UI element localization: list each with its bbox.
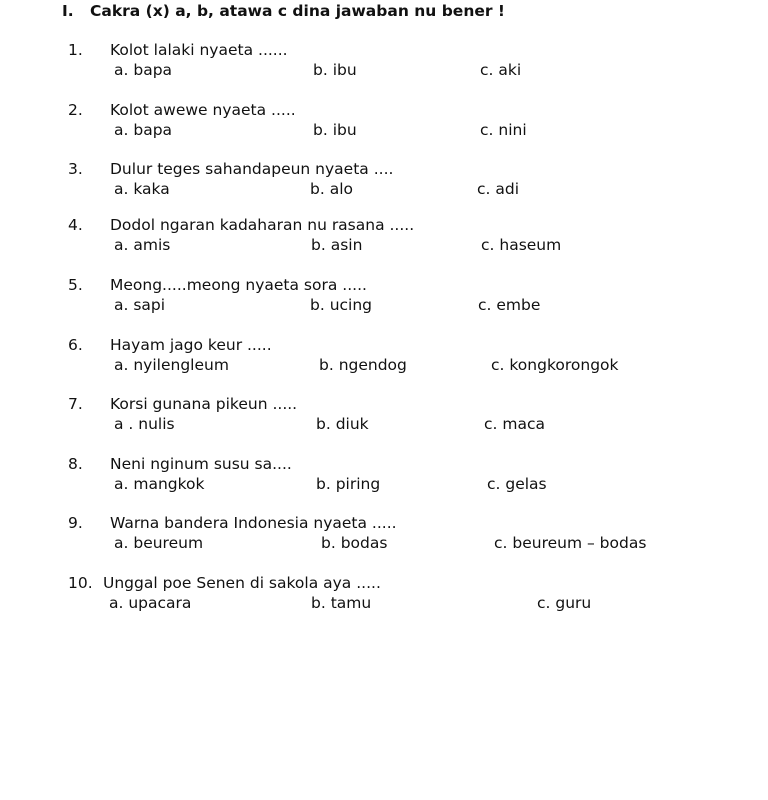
option-c[interactable]: c. aki: [480, 61, 522, 79]
option-a[interactable]: a. amis: [114, 236, 171, 254]
question-text: Korsi gunana pikeun .....: [110, 395, 298, 413]
option-b[interactable]: b. ibu: [313, 61, 357, 79]
question-text: Dodol ngaran kadaharan nu rasana .....: [110, 216, 415, 234]
question-number: 6.: [68, 336, 83, 354]
option-a[interactable]: a. mangkok: [114, 475, 205, 493]
question-3: [0, 160, 768, 204]
question-number: 8.: [68, 455, 83, 473]
question-number: 9.: [68, 514, 83, 532]
option-a[interactable]: a. nyilengleum: [114, 356, 229, 374]
question-9: [0, 514, 768, 558]
question-text: Kolot lalaki nyaeta ......: [110, 41, 288, 59]
question-text: Hayam jago keur .....: [110, 336, 272, 354]
option-a[interactable]: a. beureum: [114, 534, 204, 552]
option-b[interactable]: b. ucing: [310, 296, 373, 314]
question-5: [0, 276, 768, 320]
question-1: [0, 41, 768, 85]
option-c[interactable]: c. kongkorongok: [491, 356, 619, 374]
section-instruction: Cakra (x) a, b, atawa c dina jawaban nu bener !: [90, 2, 505, 20]
option-c[interactable]: c. nini: [480, 121, 527, 139]
question-text: Unggal poe Senen di sakola aya .....: [103, 574, 381, 592]
question-number: 3.: [68, 160, 83, 178]
option-c[interactable]: c. gelas: [487, 475, 547, 493]
question-number: 5.: [68, 276, 83, 294]
question-number: 10.: [68, 574, 93, 592]
question-text: Kolot awewe nyaeta .....: [110, 101, 296, 119]
question-8: [0, 455, 768, 499]
question-number: 7.: [68, 395, 83, 413]
option-a[interactable]: a. sapi: [114, 296, 166, 314]
option-c[interactable]: c. maca: [484, 415, 545, 433]
option-b[interactable]: b. alo: [310, 180, 353, 198]
option-a[interactable]: a . nulis: [114, 415, 175, 433]
question-text: Meong.....meong nyaeta sora .....: [110, 276, 367, 294]
question-2: [0, 101, 768, 145]
section-numeral: I.: [62, 2, 74, 20]
question-10: [0, 574, 768, 618]
section-heading: [62, 2, 505, 20]
option-c[interactable]: c. guru: [537, 594, 592, 612]
option-b[interactable]: b. ngendog: [319, 356, 407, 374]
question-text: Neni nginum susu sa....: [110, 455, 292, 473]
question-number: 2.: [68, 101, 83, 119]
option-a[interactable]: a. bapa: [114, 61, 173, 79]
question-number: 1.: [68, 41, 83, 59]
option-c[interactable]: c. embe: [478, 296, 541, 314]
option-a[interactable]: a. kaka: [114, 180, 170, 198]
option-b[interactable]: b. bodas: [321, 534, 388, 552]
option-c[interactable]: c. beureum – bodas: [494, 534, 647, 552]
option-b[interactable]: b. piring: [316, 475, 381, 493]
option-b[interactable]: b. asin: [311, 236, 363, 254]
question-number: 4.: [68, 216, 83, 234]
option-a[interactable]: a. upacara: [109, 594, 192, 612]
option-b[interactable]: b. tamu: [311, 594, 372, 612]
question-text: Dulur teges sahandapeun nyaeta ....: [110, 160, 394, 178]
option-a[interactable]: a. bapa: [114, 121, 173, 139]
option-b[interactable]: b. diuk: [316, 415, 369, 433]
question-text: Warna bandera Indonesia nyaeta .....: [110, 514, 397, 532]
question-4: [0, 216, 768, 260]
option-c[interactable]: c. haseum: [481, 236, 562, 254]
question-6: [0, 336, 768, 380]
option-c[interactable]: c. adi: [477, 180, 520, 198]
option-b[interactable]: b. ibu: [313, 121, 357, 139]
question-7: [0, 395, 768, 439]
